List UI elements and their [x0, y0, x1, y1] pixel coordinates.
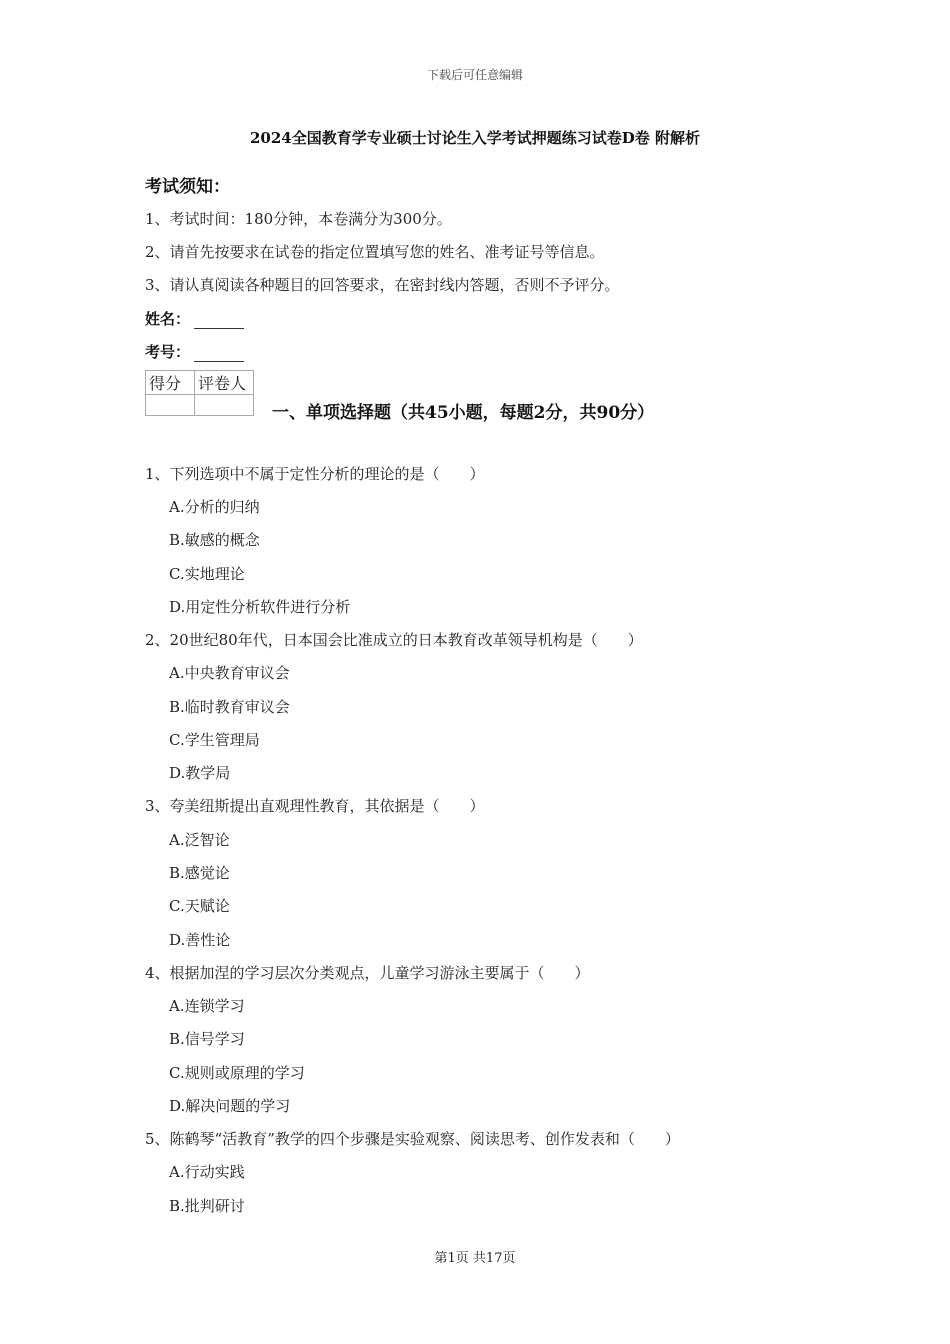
name-label: 姓名：	[145, 310, 191, 328]
question-option: C.天赋论	[169, 897, 230, 915]
section-heading: 一、单项选择题（共45小题，每题2分，共90分）	[272, 403, 655, 423]
question-stem: 4、根据加涅的学习层次分类观点，儿童学习游泳主要属于（ ）	[145, 964, 590, 982]
question-option: A.中央教育审议会	[169, 664, 290, 682]
notice-item: 2、请首先按要求在试卷的指定位置填写您的姓名、准考证号等信息。	[145, 243, 605, 261]
notice-item: 1、考试时间：180分钟，本卷满分为300分。	[145, 210, 452, 228]
question-option: D.解决问题的学习	[169, 1097, 291, 1115]
exam-id-label: 考号：	[145, 343, 191, 361]
question-stem: 1、下列选项中不属于定性分析的理论的是（ ）	[145, 465, 485, 483]
question-stem: 3、夸美纽斯提出直观理性教育，其依据是（ ）	[145, 797, 485, 815]
question-option: C.规则或原理的学习	[169, 1064, 305, 1082]
question-stem: 2、20世纪80年代，日本国会比准成立的日本教育改革领导机构是（ ）	[145, 631, 643, 649]
question-stem: 5、陈鹤琴“活教育”教学的四个步骤是实验观察、阅读思考、创作发表和（ ）	[145, 1130, 680, 1148]
exam-id-blank	[194, 345, 244, 362]
question-option: B.敏感的概念	[169, 531, 260, 549]
name-field	[145, 308, 244, 329]
question-option: B.信号学习	[169, 1030, 245, 1048]
question-option: B.临时教育审议会	[169, 698, 290, 716]
question-option: D.教学局	[169, 764, 231, 782]
question-option: B.批判研讨	[169, 1197, 245, 1215]
question-option: C.实地理论	[169, 565, 245, 583]
score-table	[145, 370, 254, 416]
grader-header: 评卷人	[195, 371, 254, 395]
header-note: 下载后可任意编辑	[426, 68, 523, 82]
question-option: A.分析的归纳	[169, 498, 260, 516]
question-option: B.感觉论	[169, 864, 230, 882]
question-option: A.泛智论	[169, 831, 230, 849]
score-cell	[146, 395, 195, 416]
question-option: A.行动实践	[169, 1163, 245, 1181]
name-blank	[194, 312, 244, 329]
page-footer: 第1页 共17页	[434, 1251, 516, 1266]
question-option: D.善性论	[169, 931, 231, 949]
question-option: A.连锁学习	[169, 997, 245, 1015]
score-header: 得分	[146, 371, 195, 395]
exam-id-field	[145, 341, 244, 362]
question-option: D.用定性分析软件进行分析	[169, 598, 351, 616]
notice-heading: 考试须知：	[145, 177, 230, 197]
question-option: C.学生管理局	[169, 731, 260, 749]
document-title: 2024全国教育学专业硕士讨论生入学考试押题练习试卷D卷 附解析	[250, 129, 700, 147]
notice-item: 3、请认真阅读各种题目的回答要求，在密封线内答题，否则不予评分。	[145, 276, 620, 294]
grader-cell	[195, 395, 254, 416]
